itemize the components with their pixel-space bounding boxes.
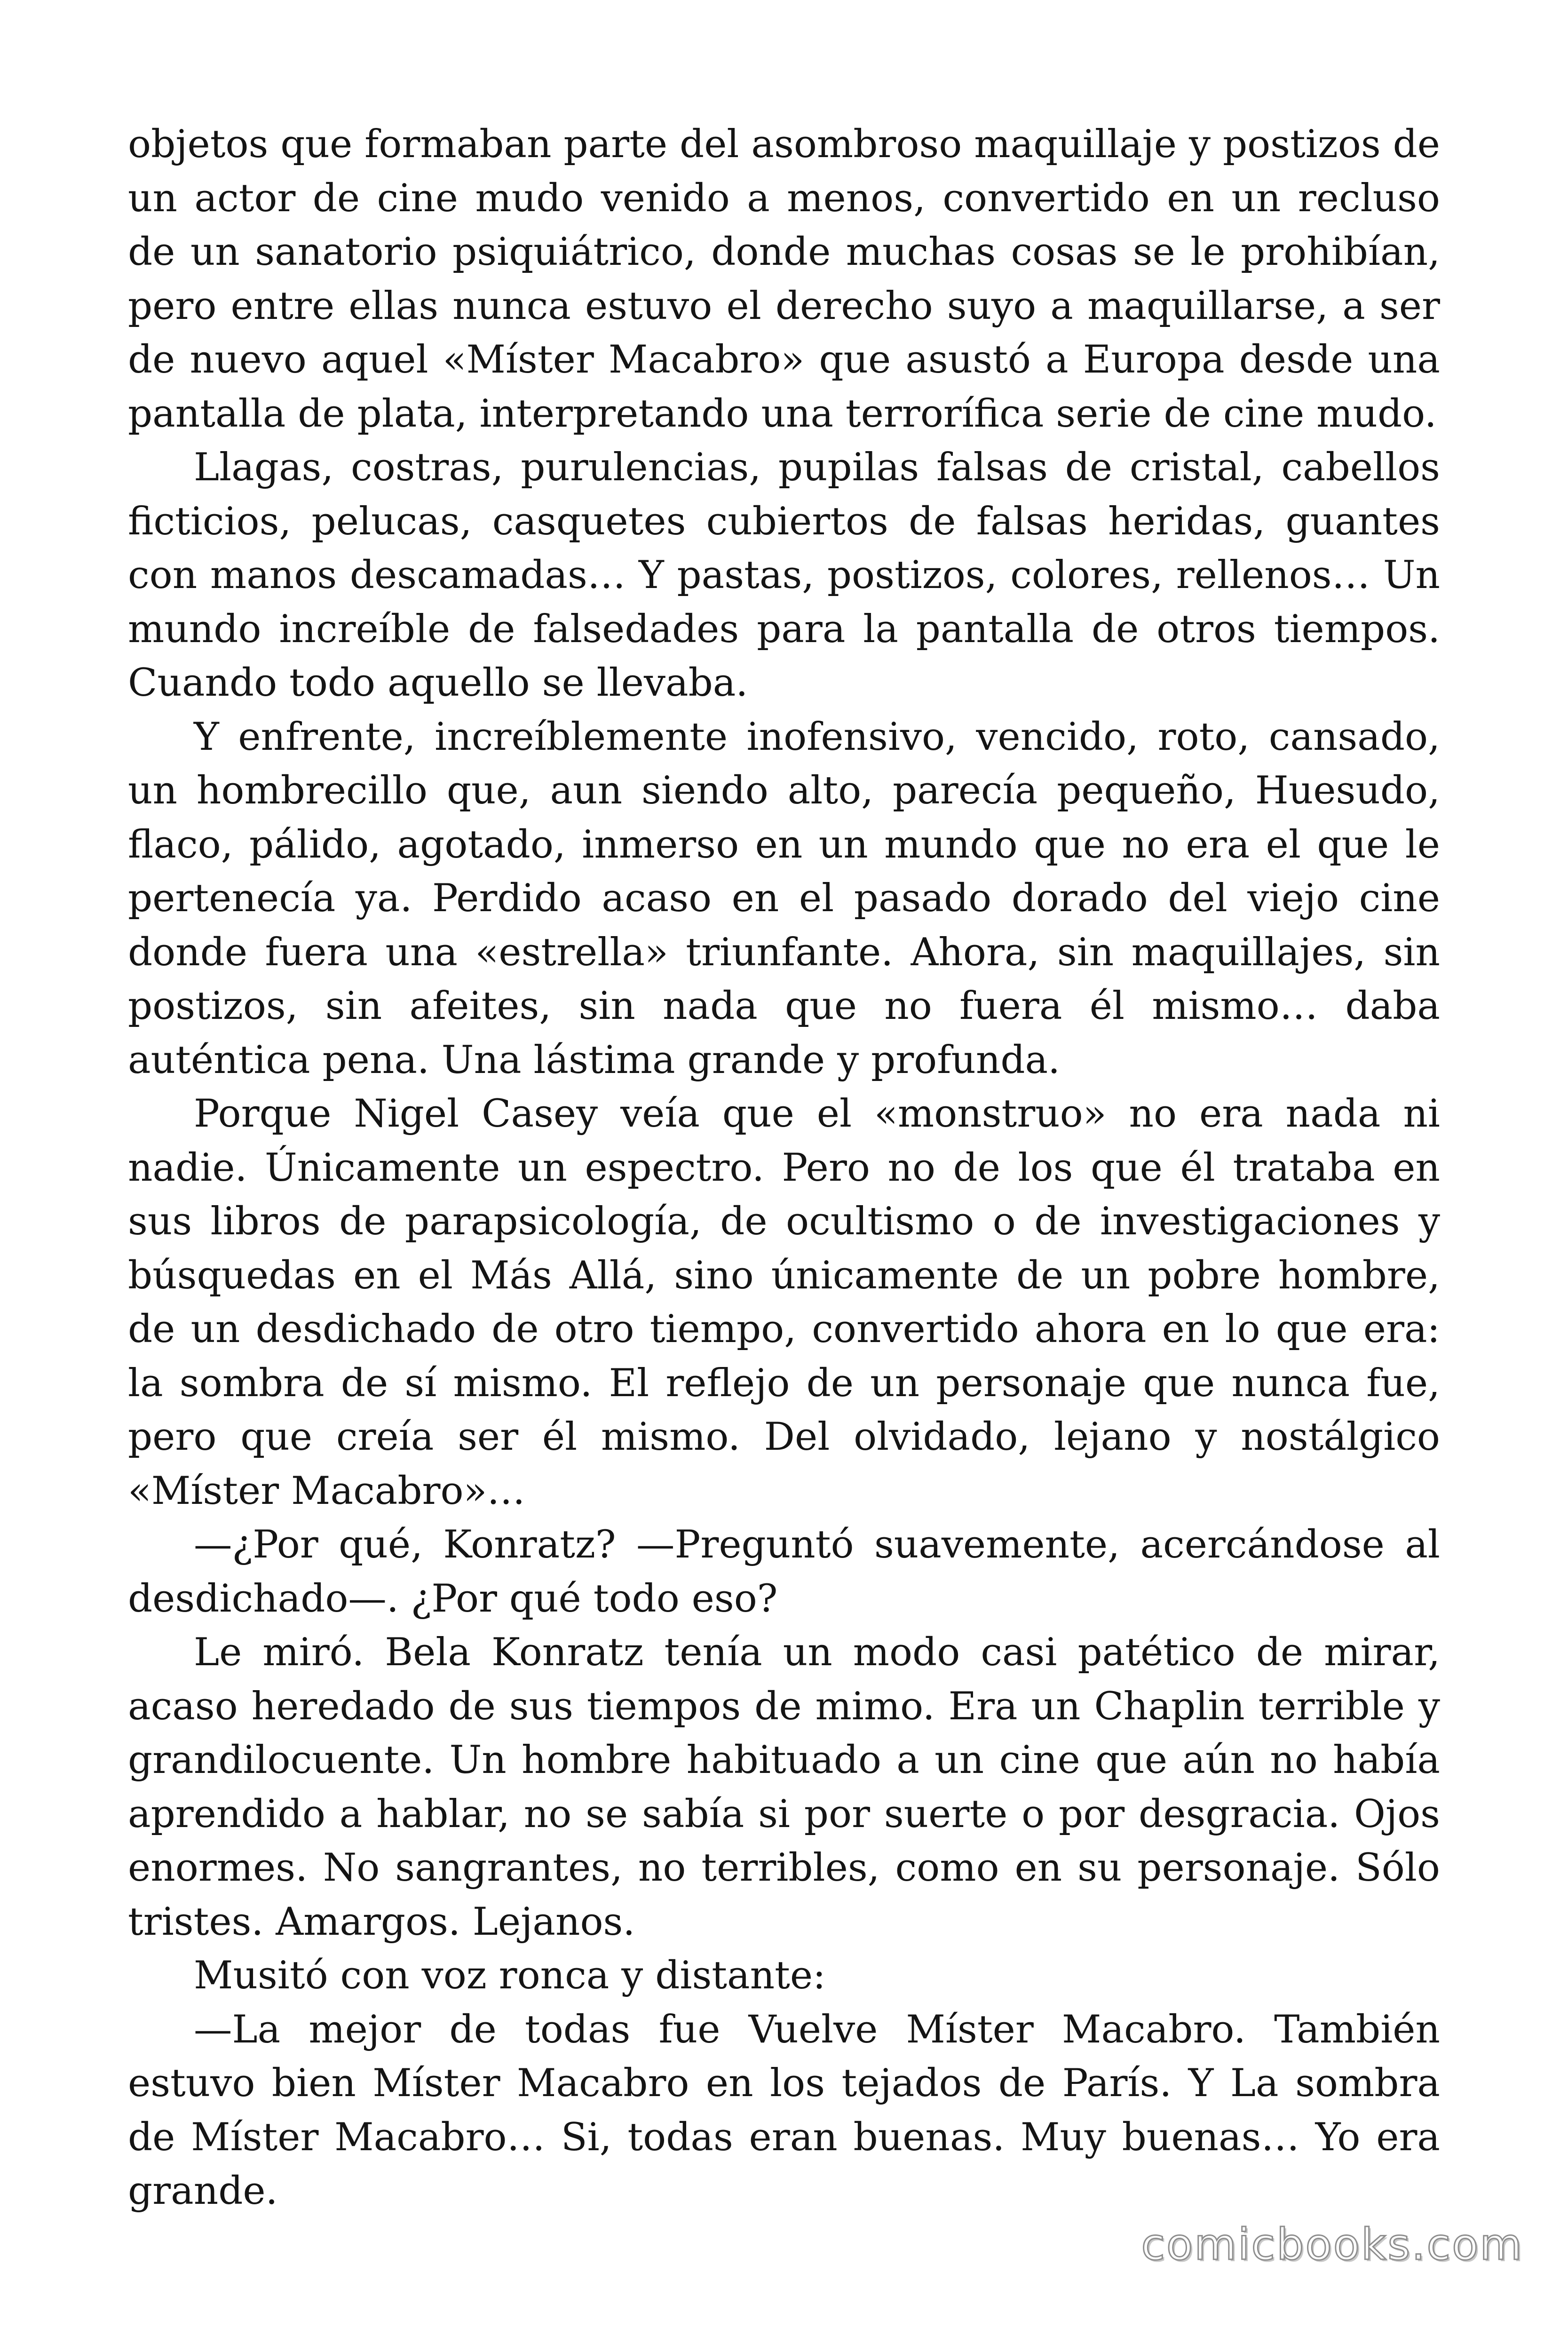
paragraph: Le miró. Bela Konratz tenía un modo casi patético de mirar, acaso heredado de sus tiempos de mimo. Era un Chaplin terrible y grandilocuente. Un hombre habituado a un cine que aún no había aprendido a hablar, no se sabía si por suerte o por desgracia. Ojos enormes. No sangrantes, no terribles, como en su personaje. Sólo tristes. Amargos. Lejanos. [128,1630,1440,1944]
paragraph: Musitó con voz ronca y distante: [194,1953,826,1998]
paragraph: Porque Nigel Casey veía que el «monstruo» no era nada ni nadie. Únicamente un espectro. Pero no de los que él trataba en sus libros de parapsicología, de ocultismo o de investigaciones y búsquedas en el Más Allá, sino únicamente de un pobre hombre, de un desdichado de otro tiempo, convertido ahora en lo que era: la sombra de sí mismo. El reflejo de un personaje que nunca fue, pero que creía ser él mismo. Del olvidado, lejano y nostálgico «Míster Macabro»… [128,1091,1440,1513]
paragraph: —¿Por qué, Konratz? —Preguntó suavemente, acercándose al desdichado—. ¿Por qué todo eso? [128,1522,1440,1621]
paragraph: Llagas, costras, purulencias, pupilas falsas de cristal, cabellos ficticios, pelucas, casquetes cubiertos de falsas heridas, guantes con manos descamadas… Y pastas, postizos, colores, rellenos… Un mundo increíble de falsedades para la pantalla de otros tiempos. Cuando todo aquello se llevaba. [128,445,1440,705]
paragraph: Y enfrente, increíblemente inofensivo, vencido, roto, cansado, un hombrecillo que, aun siendo alto, parecía pequeño, Huesudo, flaco, pálido, agotado, inmerso en un mundo que no era el que le pertenecía ya. Perdido acaso en el pasado dorado del viejo cine donde fuera una «estrella» triunfante. Ahora, sin maquillajes, sin postizos, sin afeites, sin nada que no fuera él mismo… daba auténtica pena. Una lástima grande y profunda. [128,714,1440,1082]
page-body [128,118,1440,2218]
paragraph: —La mejor de todas fue Vuelve Míster Macabro. También estuvo bien Míster Macabro en los tejados de París. Y La sombra de Míster Macabro… Si, todas eran buenas. Muy buenas… Yo era grande. [128,2007,1440,2213]
watermark: comicbooks.com [1141,2219,1523,2270]
paragraph: objetos que formaban parte del asombroso maquillaje y postizos de un actor de cine mudo venido a menos, convertido en un recluso de un sanatorio psiquiátrico, donde muchas cosas se le prohibían, pero entre ellas nunca estuvo el derecho suyo a maquillarse, a ser de nuevo aquel «Míster Macabro» que asustó a Europa desde una pantalla de plata, interpretando una terrorífica serie de cine mudo. [128,122,1440,436]
